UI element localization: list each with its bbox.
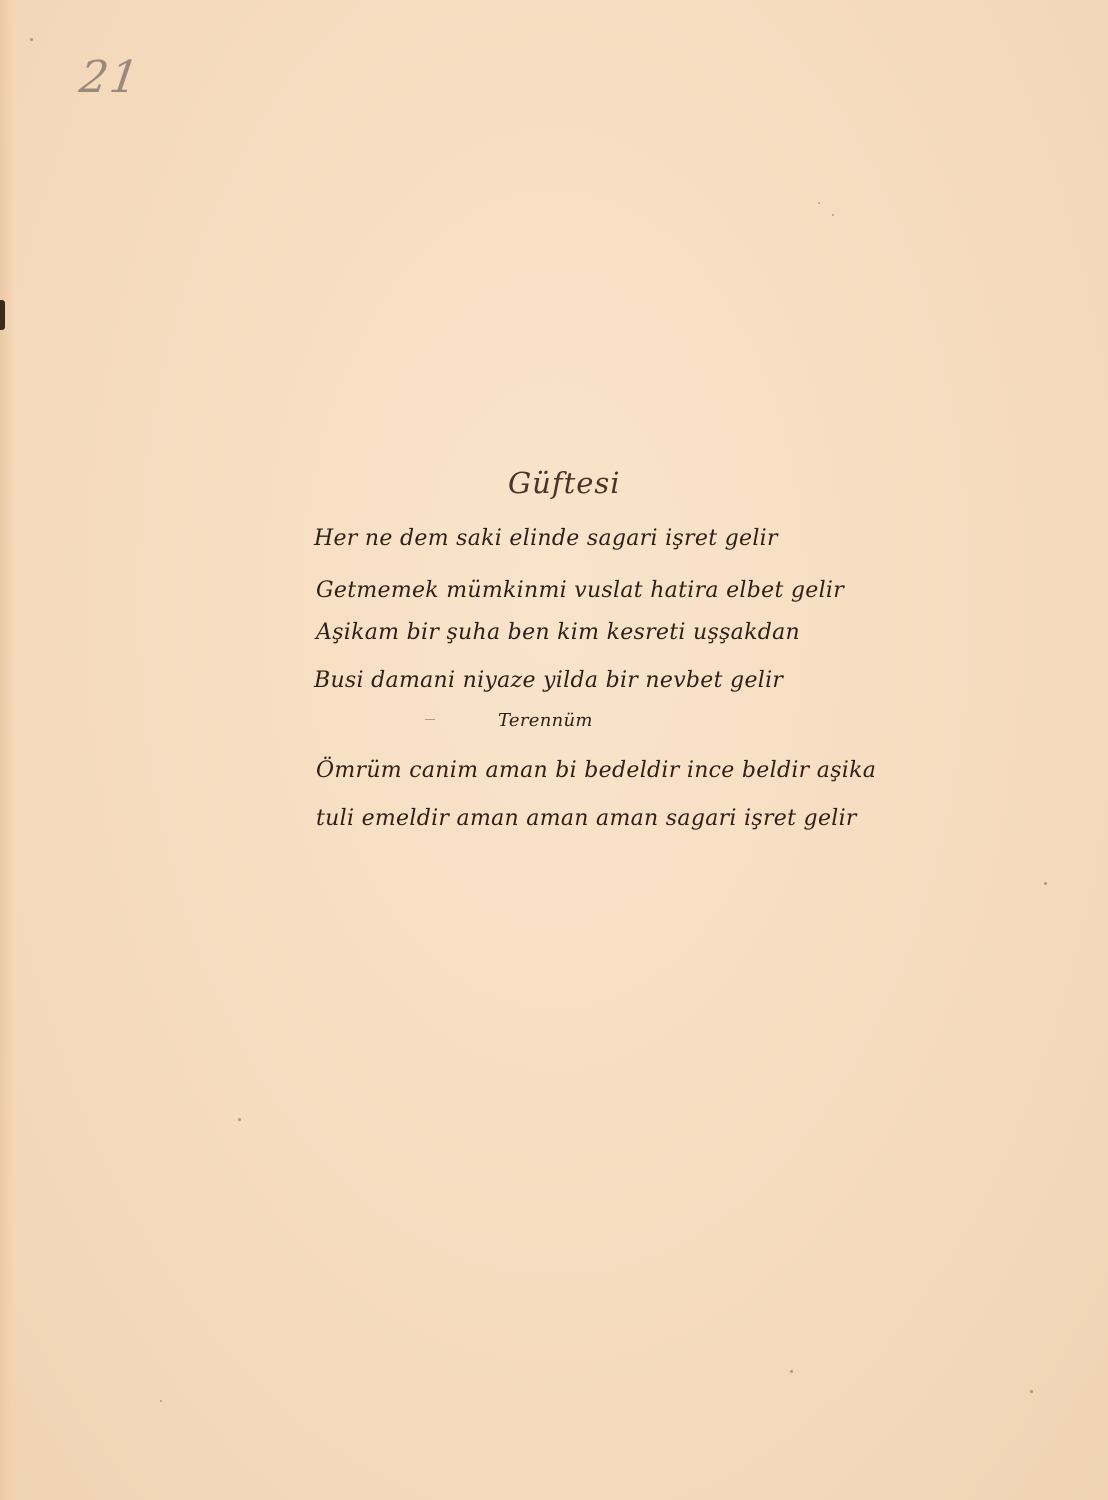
lyrics-title: Güftesi — [508, 466, 621, 500]
lyrics-line: tuli emeldir aman aman aman sagari işret gelir — [316, 806, 857, 831]
page-number: 21 — [76, 52, 144, 103]
lyrics-line: Her ne dem saki elinde sagari işret gelir — [314, 526, 778, 551]
dash-mark — [425, 719, 435, 720]
lyrics-line: Aşikam bir şuha ben kim kesreti uşşakdan — [316, 620, 800, 645]
lyrics-line: Ömrüm canim aman bi bedeldir ince beldir aşika — [316, 758, 877, 783]
lyrics-line: Getmemek mümkinmi vuslat hatira elbet gelir — [316, 578, 845, 603]
lyrics-line: Busi damani niyaze yilda bir nevbet gelir — [314, 668, 784, 693]
refrain-heading: Terennüm — [498, 710, 593, 731]
